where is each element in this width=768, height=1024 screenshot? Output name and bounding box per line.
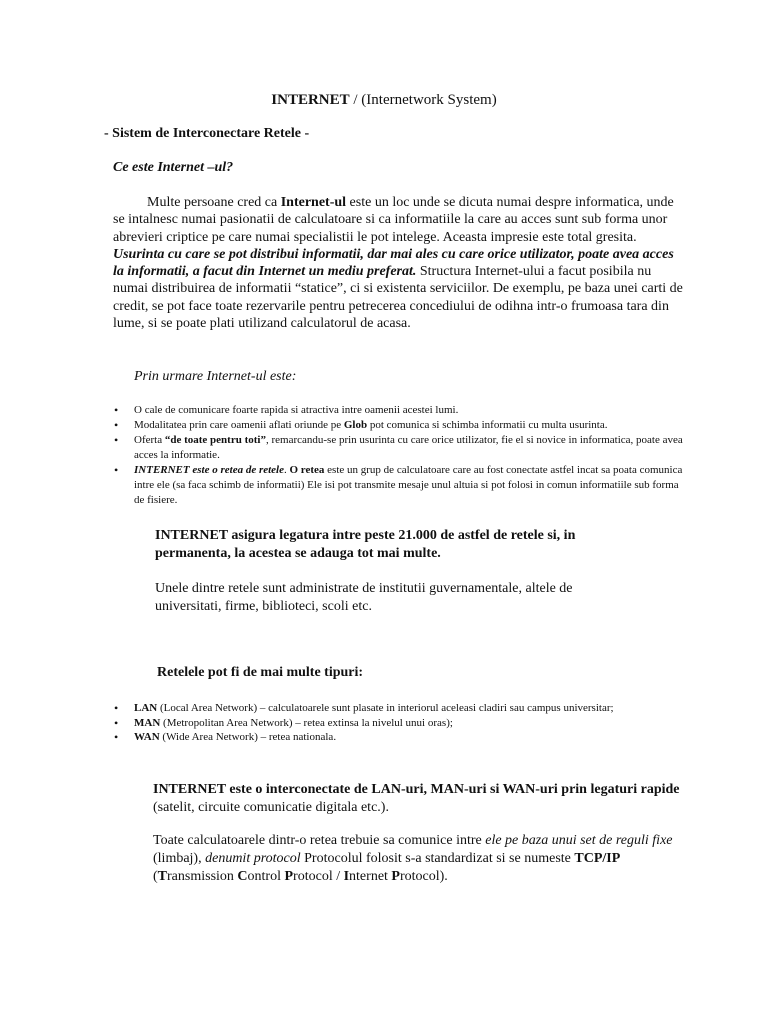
box4-text: (limbaj), [153, 851, 206, 866]
list-item [114, 403, 684, 418]
interconnection-paragraph [153, 781, 693, 817]
box4-italic: denumit protocol [205, 851, 301, 866]
box4-text: ransmission [167, 869, 238, 884]
box4-bold: P [284, 869, 294, 884]
network-desc: (Local Area Network) – calculatoarele sunt plasate in interiorul aceleasi cladiri sau campus universitar; [157, 702, 614, 714]
list-item [114, 730, 684, 745]
box4-text: Toate calculatoarele dintr-o retea trebuie sa comunice intre [153, 833, 486, 848]
box4-text: nternet [349, 869, 392, 884]
box4-text: rotocol). [399, 869, 448, 884]
list-item-bold-italic: INTERNET este o retea de retele [134, 464, 284, 476]
box4-text: ontrol [247, 869, 285, 884]
highlight-paragraph: INTERNET asigura legatura intre peste 21.000 de astfel de retele si, in permanenta, la acestea se adauga tot mai multe. [155, 528, 576, 561]
network-desc: (Wide Area Network) – retea nationala. [159, 731, 337, 743]
subtitle: - Sistem de Interconectare Retele - [104, 126, 310, 141]
list-item-text: Oferta [134, 434, 165, 446]
network-desc: (Metropolitan Area Network) – retea extinsa la nivelul unui oras); [160, 716, 453, 729]
list-item-text: O cale de comunicare foarte rapida si atractiva intre oamenii acestei lumi. [134, 404, 459, 416]
box4-text: rotocol / [293, 869, 344, 884]
box4-bold: T [157, 869, 168, 884]
page-title [0, 92, 768, 109]
list-item-text: . [284, 464, 290, 476]
list-item [114, 433, 684, 463]
box4-text: Protocolul folosit s-a standardizat si se numeste [300, 851, 575, 866]
network-abbr: MAN [134, 716, 161, 729]
box3-bold: INTERNET este o interconectate de LAN-uri, MAN-uri si WAN-uri prin legaturi rapide [153, 782, 680, 797]
box4-italic: ele pe baza unui set de reguli fixe [485, 833, 673, 848]
list-item [114, 418, 684, 433]
box4-bold: P [391, 869, 400, 884]
list-item [114, 463, 684, 508]
list-intro: Prin urmare Internet-ul este: [134, 369, 297, 384]
title-bold: INTERNET [271, 92, 350, 108]
box4-text: ( [153, 869, 158, 884]
list-item-bold: “de toate pentru toti” [164, 434, 266, 446]
types-heading: Retelele pot fi de mai multe tipuri: [157, 665, 364, 680]
list-item-bold: O retea [289, 464, 325, 476]
network-abbr: LAN [134, 702, 158, 714]
list-item [114, 716, 684, 731]
para1-s5: Structura Internet-ului a facut posibila nu numai distribuirea de informatii “statice”, ci si existenta serviciilor. De exemplu, pe baza unei carti de credit, se pot face toate rezervarile pentru petrecerea concediului de odihna intr-o frumoasa tara din lume, si se poate plati utilizand calculatorul de acasa. [113, 264, 683, 332]
box4-bold: C [237, 869, 248, 884]
section-question: Ce este Internet –ul? [113, 160, 234, 175]
box4-bold: TCP/IP [574, 851, 621, 866]
intro-paragraph [113, 194, 683, 332]
para1-s1: Multe persoane cred ca [147, 195, 281, 210]
networks-paragraph: Unele dintre retele sunt administrate de institutii guvernamentale, altele de universitati, firme, biblioteci, scoli etc. [155, 581, 573, 614]
list-item-text: pot comunica si schimba informatii cu multa usurinta. [367, 419, 608, 431]
protocol-paragraph [153, 832, 693, 886]
list-item-text: , remarcandu-se prin usurinta cu care orice utilizator, fie el si novice in informatica, poate avea acces la informatie. [134, 434, 683, 461]
list-item-text: Modalitatea prin care oamenii aflati oriunde pe [134, 419, 344, 431]
para1-s2: Internet-ul [280, 195, 347, 210]
feature-list [114, 403, 684, 508]
para1-s4: Usurinta cu care se pot distribui informatii, dar mai ales cu care orice utilizator, poate avea acces la informatii, a facut din Internet un mediu preferat. [113, 246, 674, 280]
para1-s3: este un loc unde se dicuta numai despre informatica, unde se intalnesc numai pasionatii de calculatoare si ca informatiile la care au acces sunt sub forma unor abrevieri criptice pe care numai specialistii le pot intelege. Aceasta impresie este total gresita. [113, 195, 674, 245]
title-rest: / (Internetwork System) [349, 92, 497, 108]
list-item-text: este un grup de calculatoare care au fost conectate astfel incat sa poata comunica intre ele (sa faca schimb de informatii) Ele isi pot transmite mesaje unul altuia si pot folosi in comun informatiile sub forma de fisiere. [134, 464, 683, 506]
box3-rest: (satelit, circuite comunicatie digitala etc.). [153, 800, 389, 815]
network-abbr: WAN [134, 731, 160, 743]
box4-bold: I [343, 869, 350, 884]
list-item [114, 701, 684, 716]
list-item-bold: Glob [343, 419, 368, 431]
network-types-list [114, 701, 684, 745]
